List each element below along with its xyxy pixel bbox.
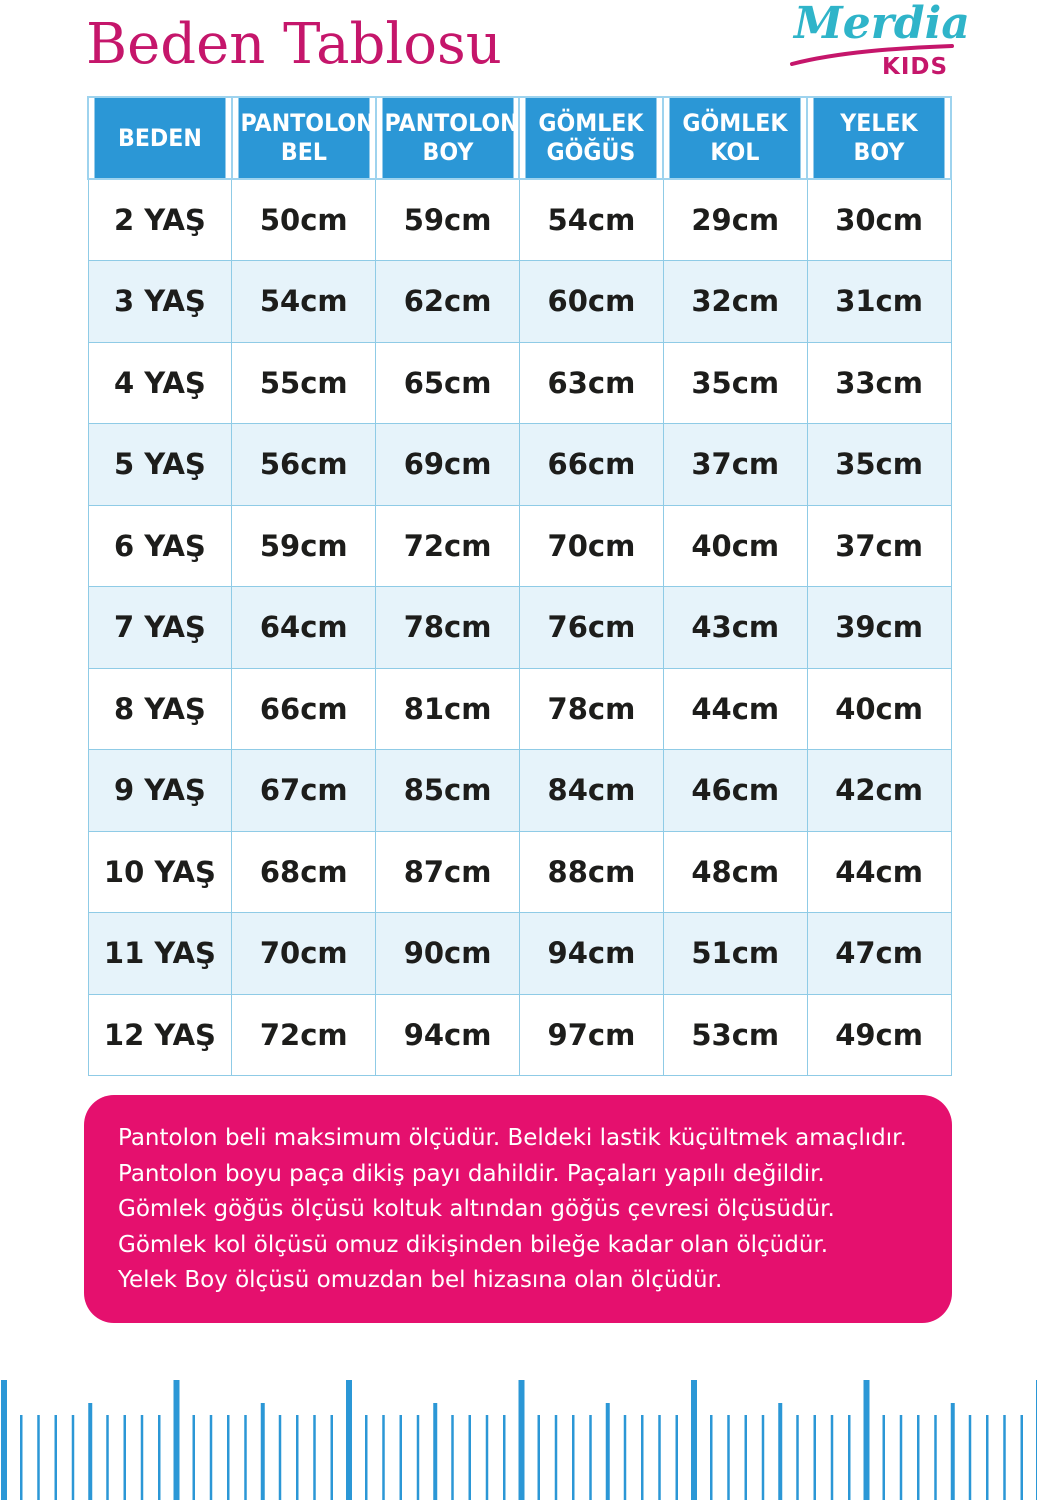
measurement-cell: 49cm [807,994,951,1076]
measurement-cell: 51cm [663,913,807,995]
measurement-cell: 69cm [376,424,520,506]
column-header-text: BOY [422,138,473,166]
table-row [88,505,951,587]
size-table [87,96,952,1076]
brand-logo [788,0,970,90]
size-label-cell: 10 YAŞ [88,831,232,913]
column-header-text: GÖĞÜS [546,138,636,166]
brand-logo-sub: KIDS [882,54,949,80]
size-label-cell: 2 YAŞ [88,179,232,261]
measurement-cell: 40cm [663,505,807,587]
measurement-cell: 35cm [663,342,807,424]
measurement-cell: 70cm [519,505,663,587]
measurement-cell: 72cm [376,505,520,587]
table-row [88,831,951,913]
measurement-cell: 62cm [376,261,520,343]
size-label-cell: 4 YAŞ [88,342,232,424]
measurement-cell: 94cm [376,994,520,1076]
column-header-text: BOY [853,138,905,166]
measurement-cell: 56cm [232,424,376,506]
size-label-cell: 3 YAŞ [88,261,232,343]
table-row [88,261,951,343]
table-row [88,913,951,995]
note-line: Gömlek kol ölçüsü omuz dikişinden bileğe kadar olan ölçüdür. [118,1231,829,1258]
page-title: Beden Tablosu [86,12,502,77]
note-line: Pantolon boyu paça dikiş payı dahildir. Paçaları yapılı değildir. [118,1160,825,1187]
column-header-text: GÖMLEK [682,109,788,137]
measurement-cell: 78cm [376,587,520,669]
column-header-text: PANTOLON [240,109,375,137]
column-header [669,97,801,179]
column-header [238,97,375,179]
measurement-cell: 37cm [663,424,807,506]
measurement-cell: 60cm [519,261,663,343]
size-table-body [88,179,951,1076]
measurement-cell: 42cm [807,750,951,832]
measurement-cell: 54cm [232,261,376,343]
measurement-cell: 44cm [807,831,951,913]
size-label-cell: 9 YAŞ [88,750,232,832]
measurement-cell: 78cm [519,668,663,750]
measurement-cell: 72cm [232,994,376,1076]
measurement-cell: 63cm [519,342,663,424]
column-header [525,97,657,179]
table-row [88,424,951,506]
measurement-cell: 88cm [519,831,663,913]
column-header-text: PANTOLON [384,109,519,137]
column-header [813,97,945,179]
size-label-cell: 12 YAŞ [88,994,232,1076]
measurement-cell: 87cm [376,831,520,913]
table-row [88,994,951,1076]
measurement-cell: 32cm [663,261,807,343]
note-line: Gömlek göğüs ölçüsü koltuk altından göğüs çevresi ölçüsüdür. [118,1196,835,1222]
measurement-cell: 59cm [376,179,520,261]
measurement-cell: 68cm [232,831,376,913]
column-header-text: YELEK [840,109,918,137]
measurement-cell: 47cm [807,913,951,995]
note-line: Yelek Boy ölçüsü omuzdan bel hizasına olan ölçüdür. [118,1267,723,1293]
measurement-cell: 37cm [807,505,951,587]
column-header-text: KOL [710,138,760,166]
column-header-text: GÖMLEK [538,109,644,137]
table-row [88,668,951,750]
brand-logo-name: Merdia [794,0,970,49]
column-header [381,97,519,179]
measurement-cell: 76cm [519,587,663,669]
size-label-cell: 5 YAŞ [88,424,232,506]
measurement-cell: 35cm [807,424,951,506]
measurement-cell: 59cm [232,505,376,587]
measurement-cell: 55cm [232,342,376,424]
note-line: Pantolon beli maksimum ölçüdür. Beldeki lastik küçültmek amaçlıdır. [118,1125,907,1151]
measurement-cell: 90cm [376,913,520,995]
measurement-cell: 50cm [232,179,376,261]
measurement-cell: 31cm [807,261,951,343]
size-label-cell: 8 YAŞ [88,668,232,750]
table-row [88,179,951,261]
measurement-cell: 48cm [663,831,807,913]
measurement-cell: 43cm [663,587,807,669]
column-header-text: BEDEN [118,123,202,152]
measurement-cell: 29cm [663,179,807,261]
measurement-cell: 67cm [232,750,376,832]
table-row [88,587,951,669]
table-row [88,342,951,424]
measurement-cell: 44cm [663,668,807,750]
measurement-cell: 54cm [519,179,663,261]
column-header [94,97,226,179]
measurement-cell: 33cm [807,342,951,424]
size-label-cell: 6 YAŞ [88,505,232,587]
measuring-ruler-ticks [0,1370,1037,1500]
measurement-cell: 40cm [807,668,951,750]
measurement-cell: 39cm [807,587,951,669]
measurement-cell: 81cm [376,668,520,750]
measurement-cell: 85cm [376,750,520,832]
measurement-cell: 84cm [519,750,663,832]
measurement-cell: 66cm [232,668,376,750]
measurement-cell: 46cm [663,750,807,832]
column-header-text: BEL [280,138,327,166]
measurement-cell: 94cm [519,913,663,995]
measurement-cell: 64cm [232,587,376,669]
notes-box [84,1095,952,1323]
measurement-cell: 53cm [663,994,807,1076]
size-label-cell: 7 YAŞ [88,587,232,669]
measurement-cell: 70cm [232,913,376,995]
measurement-cell: 65cm [376,342,520,424]
size-table-header-row [88,97,951,179]
size-label-cell: 11 YAŞ [88,913,232,995]
measurement-cell: 97cm [519,994,663,1076]
measurement-cell: 66cm [519,424,663,506]
table-row [88,750,951,832]
measurement-cell: 30cm [807,179,951,261]
